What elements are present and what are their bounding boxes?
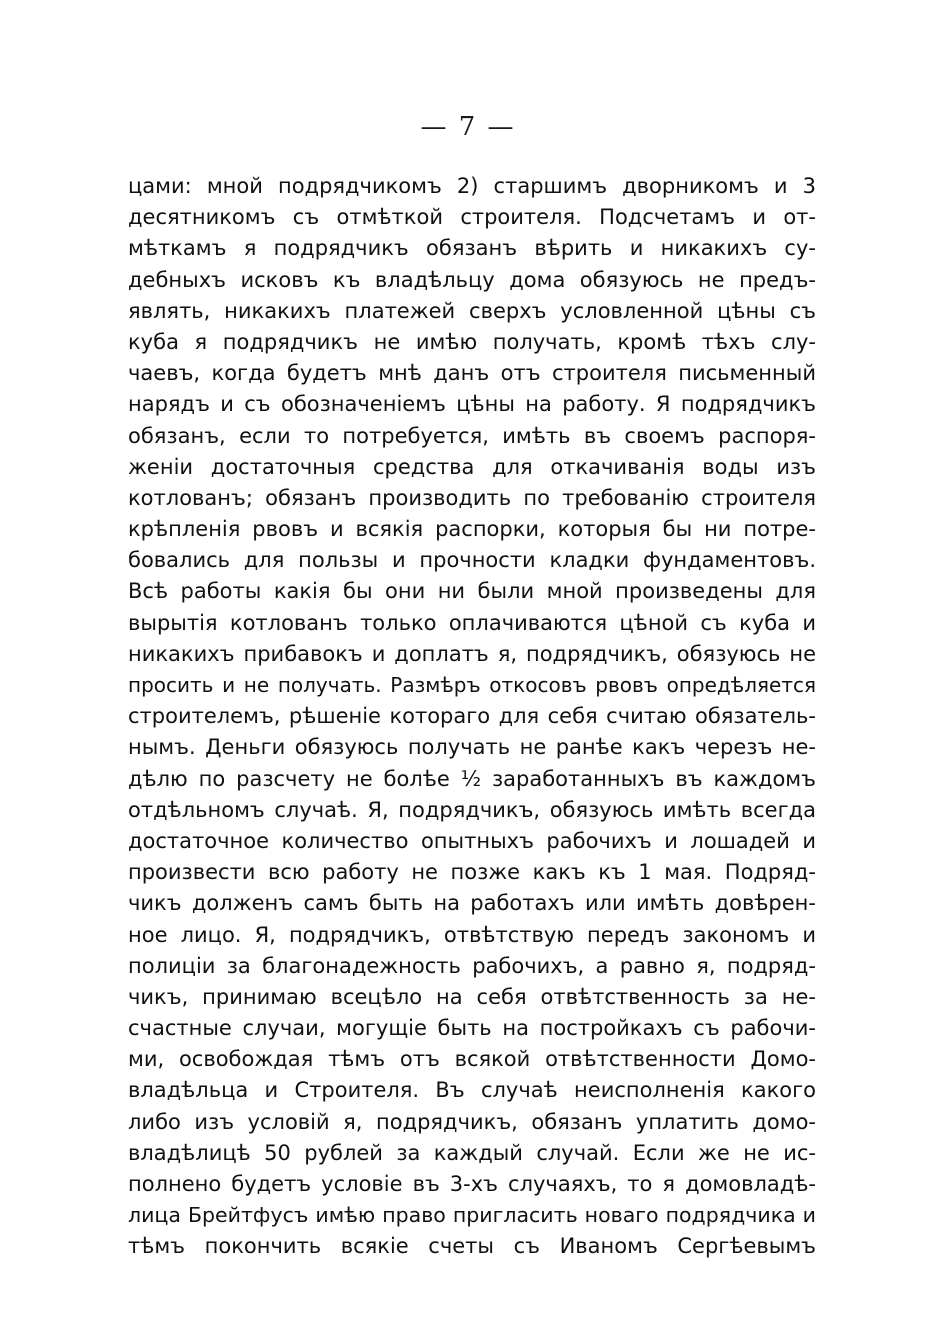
- text-line: владѣльца и Строителя. Въ случаѣ неисполненія какого: [128, 1078, 816, 1103]
- text-line: дѣлю по разсчету не болѣе ½ заработанныхъ въ каждомъ: [128, 766, 816, 791]
- text-line: мѣткамъ я подрядчикъ обязанъ вѣрить и никакихъ су-: [128, 236, 816, 261]
- text-line: куба я подрядчикъ не имѣю получать, кромѣ тѣхъ слу-: [128, 329, 816, 354]
- text-line: отдѣльномъ случаѣ. Я, подрядчикъ, обязуюсь имѣть всегда: [128, 797, 816, 822]
- text-line: владѣлицѣ 50 рублей за каждый случай. Если же не ис-: [128, 1140, 816, 1165]
- text-line: произвести всю работу не позже какъ къ 1 мая. Подряд-: [128, 860, 816, 885]
- text-line: полиціи за благонадежность рабочихъ, а равно я, подряд-: [128, 953, 816, 978]
- text-line: нымъ. Деньги обязуюсь получать не ранѣе какъ черезъ не-: [128, 735, 816, 760]
- text-line: нарядъ и съ обозначеніемъ цѣны на работу. Я подрядчикъ: [128, 392, 816, 417]
- text-line: вырытія котлованъ только оплачиваются цѣной съ куба и: [128, 610, 816, 635]
- text-line: являть, никакихъ платежей сверхъ условленной цѣны съ: [128, 298, 816, 323]
- text-line: ми, освобождая тѣмъ отъ всякой отвѣтственности Домо-: [128, 1047, 816, 1072]
- text-line: чаевъ, когда будетъ мнѣ данъ отъ строителя письменный: [128, 361, 816, 386]
- text-line: женіи достаточныя средства для откачиванія воды изъ: [128, 454, 816, 479]
- page-number: — 7 —: [420, 112, 516, 142]
- text-line: строителемъ, рѣшеніе котораго для себя считаю обязатель-: [128, 704, 816, 729]
- text-line: лица Брейтфусъ имѣю право пригласить новаго подрядчика и: [128, 1203, 816, 1228]
- text-line: бовались для пользы и прочности кладки фундаментовъ.: [128, 548, 816, 573]
- text-line: полнено будетъ условіе въ 3-хъ случаяхъ, то я домовладѣ-: [128, 1172, 816, 1196]
- contract-text: [128, 171, 816, 1263]
- text-line: либо изъ условій я, подрядчикъ, обязанъ уплатить домо-: [128, 1109, 816, 1134]
- text-line: дебныхъ исковъ къ владѣльцу дома обязуюсь не предъ-: [128, 267, 816, 292]
- text-line: крѣпленія рвовъ и всякія распорки, которыя бы ни потре-: [128, 517, 816, 542]
- text-line: достаточное количество опытныхъ рабочихъ и лошадей и: [128, 828, 816, 853]
- text-line: котлованъ; обязанъ производить по требованію строителя: [128, 485, 816, 510]
- text-line: Всѣ работы какія бы они ни были мной произведены для: [128, 579, 816, 604]
- text-line: просить и не получать. Размѣръ откосовъ рвовъ опредѣляется: [128, 673, 816, 697]
- text-line: никакихъ прибавокъ и доплатъ я, подрядчикъ, обязуюсь не: [128, 641, 816, 666]
- text-line: цами: мной подрядчикомъ 2) старшимъ дворникомъ и 3: [128, 174, 816, 198]
- text-line: тѣмъ покончить всякіе счеты съ Иваномъ Сергѣевымъ: [128, 1234, 816, 1259]
- text-line: обязанъ, если то потребуется, имѣть въ своемъ распоря-: [128, 423, 816, 448]
- text-line: счастные случаи, могущіе быть на постройкахъ съ рабочи-: [128, 1016, 816, 1041]
- text-line: ное лицо. Я, подрядчикъ, отвѣтствую передъ закономъ и: [128, 922, 816, 947]
- text-line: чикъ долженъ самъ быть на работахъ или имѣть довѣрен-: [128, 891, 816, 916]
- text-line: чикъ, принимаю всецѣло на себя отвѣтственность за не-: [128, 984, 816, 1009]
- text-line: десятникомъ съ отмѣткой строителя. Подсчетамъ и от-: [128, 205, 816, 230]
